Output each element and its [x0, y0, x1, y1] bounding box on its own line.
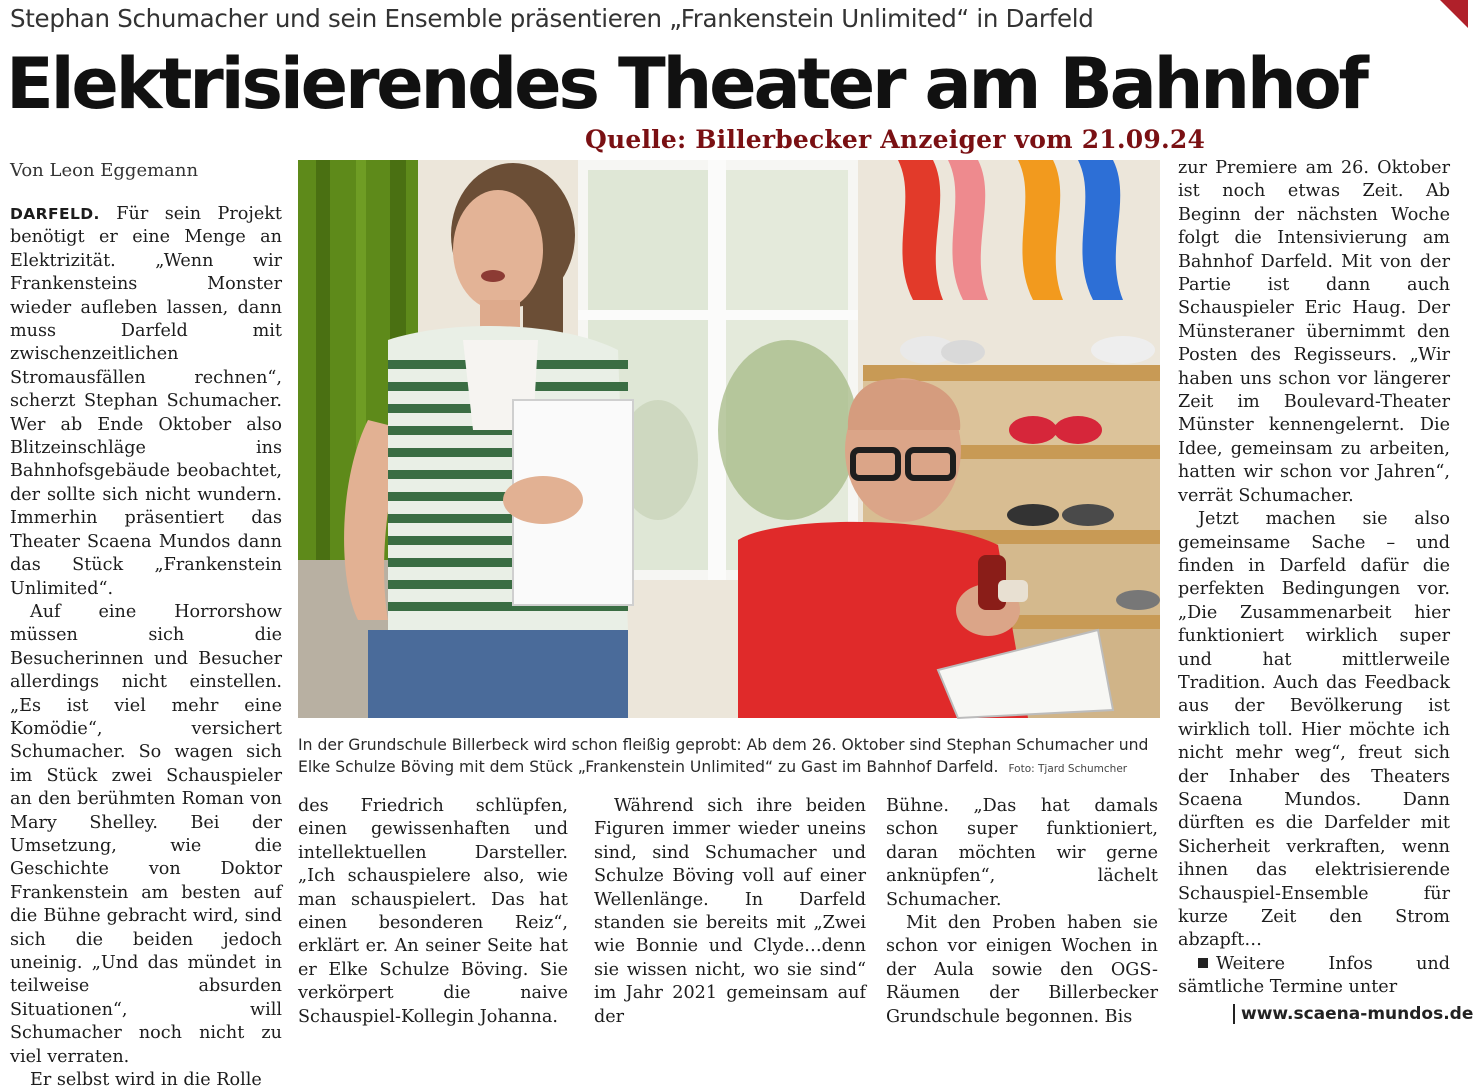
more-info-text: Weitere Infos und sämtliche Termine unter — [1178, 953, 1450, 998]
text-column-right — [1178, 157, 1450, 1000]
paragraph: Er selbst wird in die Rolle — [30, 1070, 262, 1091]
paragraph: zur Premiere am 26. Oktober ist noch etwas Zeit. Ab Beginn der nächsten Woche folgt die Intensivierung am Bahnhof Darfeld. Mit von der Partie ist dann auch Schauspieler Eric Haug. Der Münsteraner übernimmt den Posten des Regisseurs. „Wir haben uns schon vor längerer Zeit im Boulevard-Theater Münster kennengelernt. Die Idee, gemeinsam zu arbeiten, hatten wir schon vor Jahren“, verrät Schumacher. — [1178, 158, 1450, 506]
article-headline: Elektrisierendes Theater am Bahnhof — [6, 43, 1366, 125]
paragraph: Während sich ihre beiden Figuren immer wieder uneins sind, sind Schumacher und Schulze Böving voll auf einer Wellenlänge. In Darfeld standen sie bereits mit „Zwei wie Bonnie und Clyde…denn sie wissen nicht, wo sie sind“ im Jahr 2021 gemeinsam auf der — [594, 796, 866, 1027]
square-bullet-icon — [1198, 958, 1208, 968]
article-photo — [298, 160, 1160, 718]
paragraph: des Friedrich schlüpfen, einen gewissenhaften und intellektuellen Darsteller. „Ich schauspielere also, wie man schauspielert. Das hat einen besonderen Reiz“, erklärt er. An seiner Seite hat er Elke Schulze Böving. Sie verkörpert die naive Schauspiel-Kollegin Johanna. — [298, 796, 568, 1027]
website-link[interactable]: www.scaena-mundos.de — [1233, 1004, 1473, 1024]
byline: Von Leon Eggemann — [10, 160, 199, 181]
dateline: DARFELD. — [10, 205, 100, 223]
text-column-4 — [886, 795, 1158, 1029]
photo-caption — [298, 734, 1160, 780]
paragraph: Mit den Proben haben sie schon vor einigen Wochen in der Aula sowie den OGS-Räumen der Billerbecker Grundschule begonnen. Bis — [886, 913, 1158, 1027]
caption-text: In der Grundschule Billerbeck wird schon fleißig geprobt: Ab dem 26. Oktober sind Stephan Schumacher und Elke Schulze Böving mit dem Stück „Frankenstein Unlimited“ zu Gast im Bahnhof Darfeld. — [298, 736, 1149, 776]
article-kicker: Stephan Schumacher und sein Ensemble präsentieren „Frankenstein Unlimited“ in Darfeld — [10, 4, 1094, 33]
paragraph — [10, 203, 282, 601]
paragraph-text: Für sein Projekt benötigt er eine Menge an Elektrizität. „Wenn wir Frankensteins Monster wieder aufleben lassen, dann muss Darfeld mit zwischenzeitlichen Stromausfällen rechnen“, scherzt Stephan Schumacher. Wer ab Ende Oktober also Blitzeinschläge ins Bahnhofsgebäude beobachtet, der sollte sich nicht wundern. Immerhin präsentiert das Theater Scaena Mundos dann das Stück „Frankenstein Unlimited“. — [10, 204, 282, 599]
more-info-note — [1178, 953, 1450, 1000]
corner-marker — [1440, 0, 1468, 28]
source-note: Quelle: Billerbecker Anzeiger vom 21.09.24 — [585, 125, 1206, 154]
text-column-2 — [298, 795, 568, 1029]
text-column-1 — [10, 203, 282, 1092]
photo-credit: Foto: Tjard Schumcher — [1008, 763, 1128, 775]
text-column-3 — [594, 795, 866, 1029]
paragraph: Bühne. „Das hat damals schon super funktioniert, daran möchten wir gerne anknüpfen“, lächelt Schumacher. — [886, 796, 1158, 910]
paragraph: Jetzt machen sie also gemeinsame Sache – und finden in Darfeld dafür die perfekten Bedingungen vor. „Die Zusammenarbeit hier funktioniert wirklich super und hat mittlerweile Tradition. Auch das Feedback aus der Bevölkerung ist wirklich toll. Hier möchte ich nicht mehr weg“, freut sich der Inhaber des Theaters Scaena Mundos. Dann dürften es die Darfelder mit Sicherheit verkraften, wenn ihnen das elektrisierende Schauspiel-Ensemble für kurze Zeit den Strom abzapft… — [1178, 509, 1450, 951]
paragraph: Auf eine Horrorshow müssen sich die Besucherinnen und Besucher allerdings nicht einstellen. „Es ist viel mehr eine Komödie“, versichert Schumacher. So wagen sich im Stück zwei Schauspieler an den berühmten Roman von Mary Shelley. Bei der Umsetzung, wie die Geschichte von Doktor Frankenstein am besten auf die Bühne gebracht wird, sind sich die beiden jedoch uneinig. „Und das mündet in teilweise absurden Situationen“, will Schumacher noch nicht zu viel verraten. — [10, 601, 282, 1067]
